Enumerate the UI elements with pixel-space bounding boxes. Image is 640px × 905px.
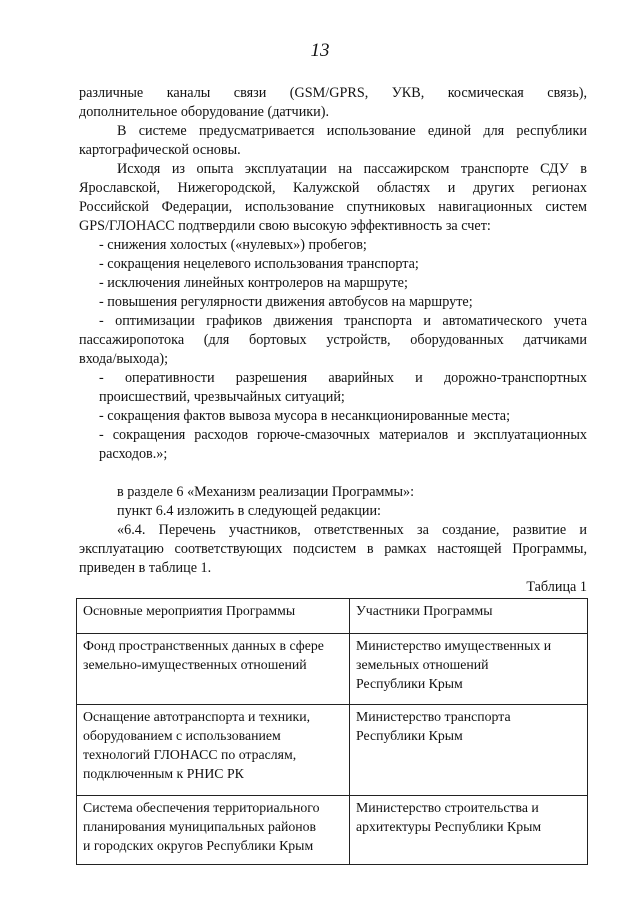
bullet-continuation: входа/выхода); bbox=[79, 351, 169, 367]
bullet-item: - оперативности разрешения аварийных и дорожно-транспортных bbox=[99, 370, 587, 386]
paragraph-line: Российской Федерации, использование спутниковых навигационных систем bbox=[79, 199, 587, 215]
bullet-item: - снижения холостых («нулевых») пробегов; bbox=[99, 237, 367, 253]
participants-table bbox=[76, 598, 588, 865]
cell-line: Министерство строительства и bbox=[356, 800, 539, 815]
cell-line: подключенным к РНИС РК bbox=[83, 766, 244, 781]
table-row bbox=[77, 634, 588, 705]
cell-line: оборудованием с использованием bbox=[83, 728, 281, 743]
bullet-item: - сокращения нецелевого использования транспорта; bbox=[99, 256, 419, 272]
participant-cell bbox=[350, 796, 588, 865]
column-header: Участники Программы bbox=[350, 599, 588, 634]
paragraph-line: Исходя из опыта эксплуатации на пассажирском транспорте СДУ в bbox=[117, 161, 587, 177]
bullet-item: - сокращения расходов горюче-смазочных материалов и эксплуатационных bbox=[99, 427, 587, 443]
amendment-line: эксплуатацию соответствующих подсистем в рамках настоящей Программы, bbox=[79, 541, 587, 557]
cell-line: технологий ГЛОНАСС по отраслям, bbox=[83, 747, 297, 762]
cell-line: Республики Крым bbox=[356, 676, 463, 691]
paragraph-line: различные каналы связи (GSM/GPRS, УКВ, космическая связь), bbox=[79, 85, 587, 101]
page-number: 13 bbox=[310, 40, 330, 61]
paragraph-line: В системе предусматривается использование единой для республики bbox=[117, 123, 587, 139]
cell-line: земельно-имущественных отношений bbox=[83, 657, 307, 672]
cell-line: земельных отношений bbox=[356, 657, 489, 672]
activity-cell bbox=[77, 634, 350, 705]
participant-cell bbox=[350, 634, 588, 705]
amendment-line: в разделе 6 «Механизм реализации Программы»: bbox=[117, 484, 415, 500]
activity-cell bbox=[77, 796, 350, 865]
bullet-item: - оптимизации графиков движения транспорта и автоматического учета bbox=[99, 313, 587, 329]
cell-line: Оснащение автотранспорта и техники, bbox=[83, 709, 311, 724]
bullet-item: - сокращения фактов вывоза мусора в несанкционированные места; bbox=[99, 408, 511, 424]
table-row bbox=[77, 796, 588, 865]
bullet-item: - исключения линейных контролеров на маршруте; bbox=[99, 275, 408, 291]
cell-line: Республики Крым bbox=[356, 728, 463, 743]
cell-line: планирования муниципальных районов bbox=[83, 819, 317, 834]
activity-cell bbox=[77, 705, 350, 796]
document-body bbox=[79, 84, 587, 597]
paragraph-line: GPS/ГЛОНАСС подтвердили свою высокую эффективность за счет: bbox=[79, 218, 491, 234]
paragraph-line: дополнительное оборудование (датчики). bbox=[79, 104, 330, 120]
amendment-line: пункт 6.4 изложить в следующей редакции: bbox=[117, 503, 381, 519]
column-header: Основные мероприятия Программы bbox=[77, 599, 350, 634]
table-header-row bbox=[77, 599, 588, 634]
bullet-continuation: расходов.»; bbox=[99, 446, 168, 462]
table-row bbox=[77, 705, 588, 796]
table-caption: Таблица 1 bbox=[526, 579, 587, 595]
amendment-line: «6.4. Перечень участников, ответственных за создание, развитие и bbox=[117, 522, 587, 538]
bullet-continuation: происшествий, чрезвычайных ситуаций; bbox=[99, 389, 345, 405]
bullet-continuation: пассажиропотока (для бортовых устройств, оборудованных датчиками bbox=[79, 332, 587, 348]
bullet-item: - повышения регулярности движения автобусов на маршруте; bbox=[99, 294, 473, 310]
amendment-line: приведен в таблице 1. bbox=[79, 560, 212, 576]
cell-line: Система обеспечения территориального bbox=[83, 800, 320, 815]
cell-line: и городских округов Республики Крым bbox=[83, 838, 314, 853]
paragraph-line: картографической основы. bbox=[79, 142, 241, 158]
cell-line: Фонд пространственных данных в сфере bbox=[83, 638, 324, 653]
paragraph-line: Ярославской, Нижегородской, Калужской областях и других регионах bbox=[79, 180, 587, 196]
cell-line: Министерство транспорта bbox=[356, 709, 511, 724]
cell-line: Министерство имущественных и bbox=[356, 638, 552, 653]
cell-line: архитектуры Республики Крым bbox=[356, 819, 542, 834]
participant-cell bbox=[350, 705, 588, 796]
